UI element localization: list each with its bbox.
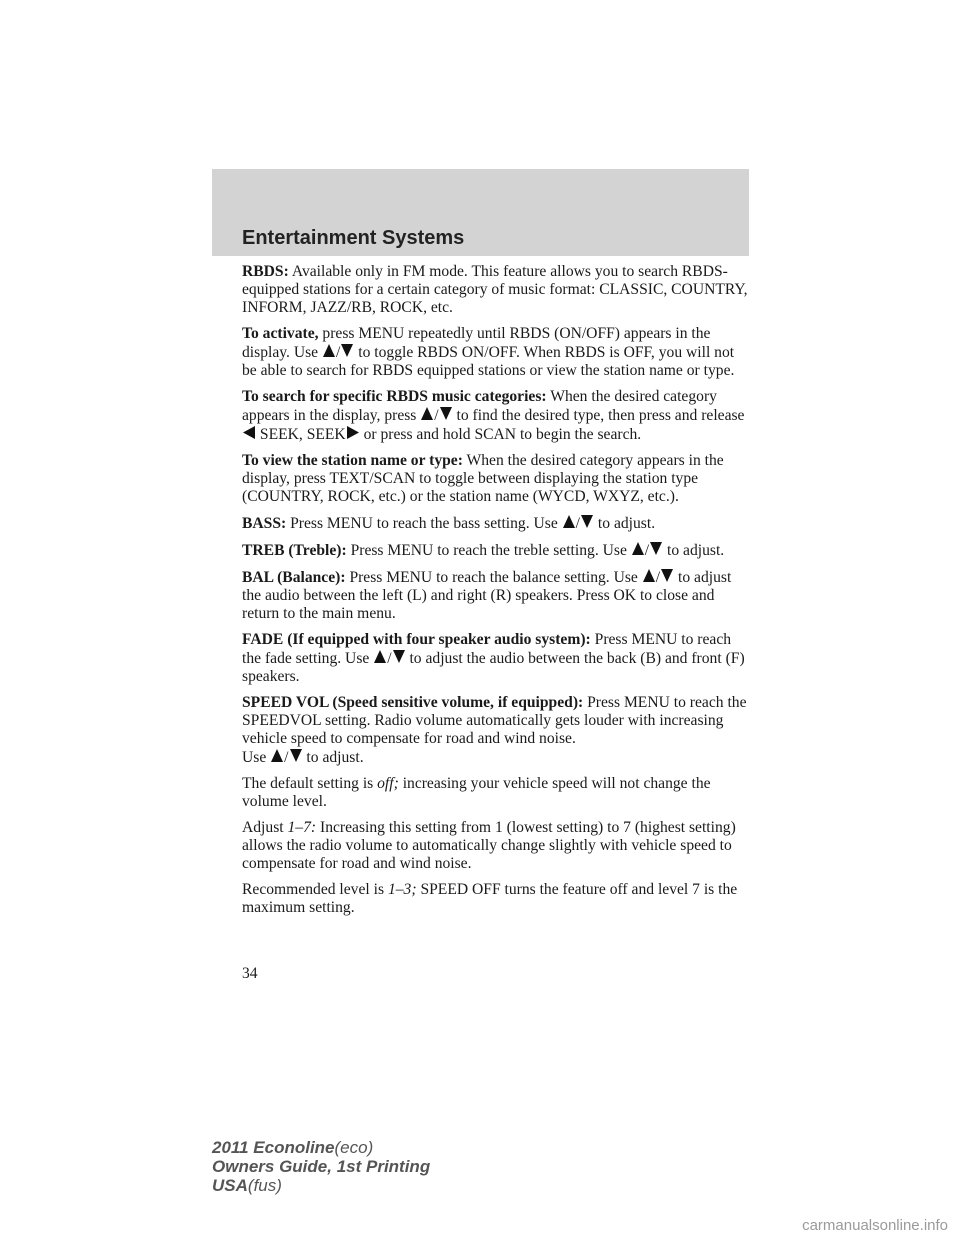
speed-paragraph: SPEED VOL (Speed sensitive volume, if equipped): Press MENU to reach the SPEEDVOL setting. Radio volume automatically gets louder with increasing vehicle speed to compensate for road and wind noise. Use / to adjust. [242,694,747,766]
footer-line-region: USA(fus) [212,1176,282,1195]
treb-paragraph: TREB (Treble): Press MENU to reach the treble setting. Use / to adjust. [242,542,725,559]
view-label: To view the station name or type: [242,452,463,469]
arrow-down-icon [439,406,453,421]
arrow-down-icon [392,649,406,664]
document-footer [212,1138,430,1195]
view-paragraph: To view the station name or type: When the desired category appears in the display, press TEXT/SCAN to toggle between displaying the station type (COUNTRY, ROCK, etc.) or the station name (WYCD, WXYZ, etc.). [242,452,724,505]
arrow-down-icon [660,568,674,583]
activate-paragraph: To activate, press MENU repeatedly until RBDS (ON/OFF) appears in the display. Use / to toggle RBDS ON/OFF. When RBDS is OFF, you will not be able to search for RBDS equipped stations or view the station name or type. [242,325,735,379]
arrow-up-icon [562,514,576,529]
speed-label: SPEED VOL (Speed sensitive volume, if equipped): [242,694,584,711]
page-number: 34 [242,965,258,982]
fade-paragraph: FADE (If equipped with four speaker audio system): Press MENU to reach the fade setting. Use / to adjust the audio between the back (B) and front (F) speakers. [242,631,745,685]
arrow-down-icon [580,514,594,529]
activate-label: To activate, [242,325,319,342]
arrow-up-icon [270,748,284,763]
arrow-right-icon [346,425,360,440]
bal-label: BAL (Balance): [242,569,346,586]
bass-paragraph: BASS: Press MENU to reach the bass setting. Use / to adjust. [242,515,656,532]
bal-paragraph: BAL (Balance): Press MENU to reach the balance setting. Use / to adjust the audio between the left (L) and right (R) speakers. Press OK to close and return to the main menu. [242,569,732,622]
bass-label: BASS: [242,515,287,532]
fade-label: FADE (If equipped with four speaker audio system): [242,631,591,648]
arrow-down-icon [340,343,354,358]
arrow-up-icon [631,541,645,556]
search-paragraph: To search for specific RBDS music categories: When the desired category appears in the display, press / to find the desired type, then press and release SEEK, SEEK or press and hold SCAN to begin the search. [242,388,745,443]
rbds-paragraph: RBDS: Available only in FM mode. This feature allows you to search RBDS-equipped stations for a certain category of music format: CLASSIC, COUNTRY, INFORM, JAZZ/RB, ROCK, etc. [242,263,748,316]
treb-label: TREB (Treble): [242,542,347,559]
footer-line-edition: Owners Guide, 1st Printing [212,1157,431,1176]
arrow-up-icon [373,649,387,664]
watermark: carmanualsonline.info [802,1217,948,1234]
rbds-label: RBDS: [242,263,289,280]
arrow-up-icon [420,406,434,421]
adjust-paragraph: Adjust 1–7: Increasing this setting from 1 (lowest setting) to 7 (highest setting) allows the radio volume to automatically change slightly with vehicle speed to compensate for road and wind noise. [242,819,736,872]
arrow-up-icon [642,568,656,583]
search-label: To search for specific RBDS music categories: [242,388,547,405]
recommended-paragraph: Recommended level is 1–3; SPEED OFF turns the feature off and level 7 is the maximum setting. [242,881,738,916]
arrow-up-icon [322,343,336,358]
footer-line-model: 2011 Econoline(eco) [212,1138,374,1157]
default-paragraph: The default setting is off; increasing your vehicle speed will not change the volume level. [242,775,711,810]
section-header-band [212,169,749,256]
arrow-down-icon [649,541,663,556]
section-title: Entertainment Systems [242,227,465,249]
page-content [242,263,752,917]
arrow-down-icon [289,748,303,763]
arrow-left-icon [242,425,256,440]
